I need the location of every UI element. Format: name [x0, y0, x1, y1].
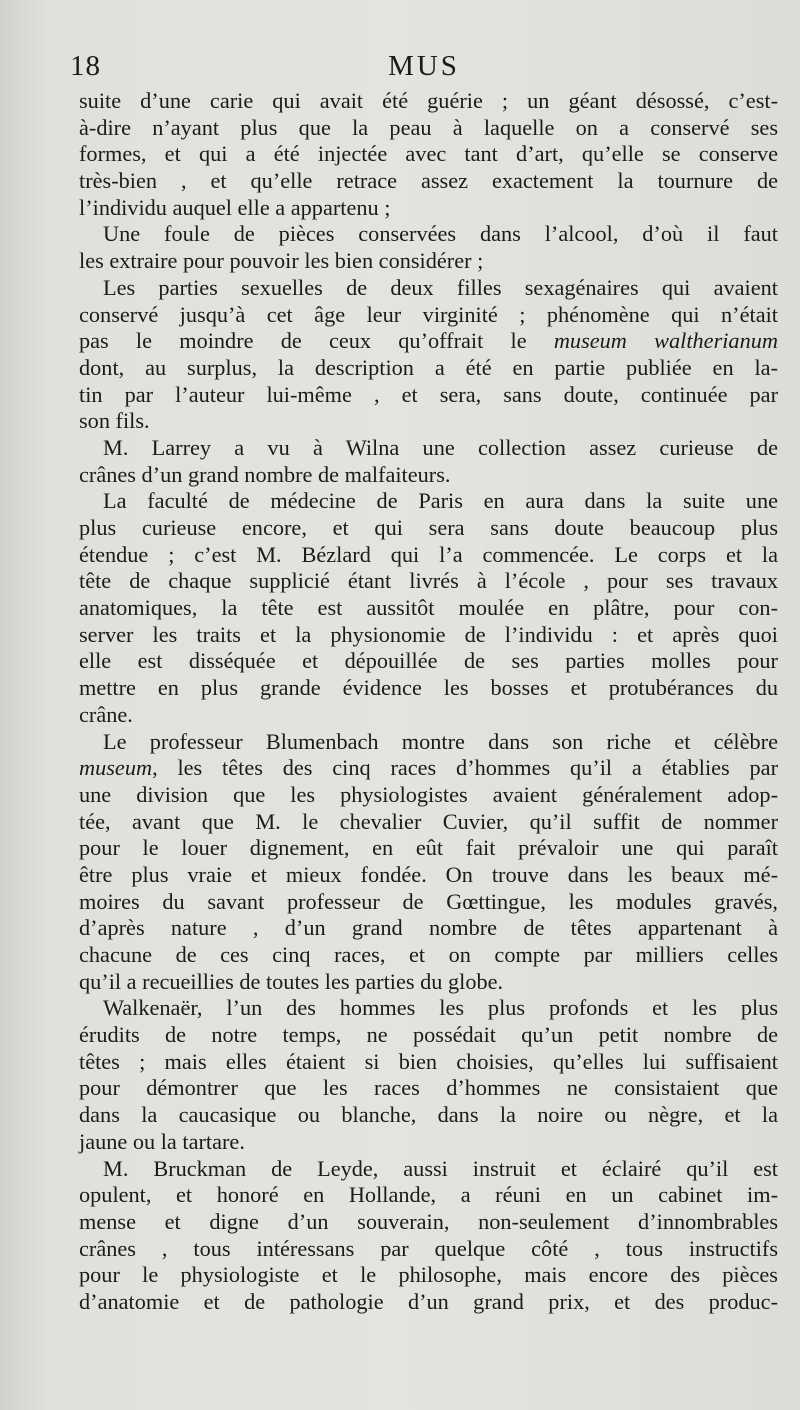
text-line: M. Larrey a vu à Wilna une collection assez curieuse de [103, 434, 778, 460]
text-line: conservé jusqu’à cet âge leur virginité ; phénomène qui n’était [79, 301, 778, 327]
text-line: plus curieuse encore, et qui sera sans doute beaucoup plus [79, 515, 778, 540]
text-line: crânes , tous intéressans par quelque côté , tous instructifs [79, 1235, 778, 1261]
text-line: pour le louer dignement, en eût fait prévaloir une qui paraît [79, 835, 778, 861]
text-line: très-bien , et qu’elle retrace assez exactement la tournure de [79, 168, 778, 194]
text-line: server les traits et la physionomie de l’individu : et après quoi [79, 621, 778, 647]
text-line: suite d’une carie qui avait été guérie ; un géant désossé, c’est- [79, 88, 778, 113]
text-line: étendue ; c’est M. Bézlard qui l’a commencée. Le corps et la [79, 541, 778, 567]
page-number: 18 [70, 50, 101, 82]
text-line: formes, et qui a été injectée avec tant d’art, qu’elle se conserve [79, 141, 778, 167]
text-line: tête de chaque supplicié étant livrés à l’école , pour ses travaux [79, 568, 778, 594]
text-line: qu’il a recueillies de toutes les parties du globe. [79, 968, 504, 994]
text-line: être plus vraie et mieux fondée. On trouve dans les beaux mé- [79, 861, 778, 887]
text-segment: pas le moindre de ceux qu’offrait le [79, 328, 554, 354]
body-text [79, 88, 778, 1316]
italic-term: museum waltherianum [553, 328, 778, 354]
text-line [79, 755, 778, 782]
text-line: dont, au surplus, la description a été en partie publiée en la- [79, 354, 778, 380]
text-line: érudits de notre temps, ne possédait qu’un petit nombre de [79, 1022, 778, 1048]
text-line: dans la caucasique ou blanche, dans la noire ou nègre, et la [79, 1102, 778, 1128]
text-line: Walkenaër, l’un des hommes les plus profonds et les plus [103, 995, 778, 1021]
text-line: opulent, et honoré en Hollande, a réuni en un cabinet im- [79, 1182, 778, 1208]
text-line: l’individu auquel elle a appartenu ; [79, 194, 391, 220]
text-line: elle est disséquée et dépouillée de ses parties molles pour [79, 648, 778, 674]
italic-term: museum [79, 755, 153, 781]
text-line: Le professeur Blumenbach montre dans son riche et célèbre [103, 728, 778, 754]
text-line: mettre en plus grande évidence les bosses et protubérances du [79, 675, 778, 701]
text-line: Les parties sexuelles de deux filles sexagénaires qui avaient [103, 274, 778, 300]
text-line [79, 328, 778, 355]
text-line: tée, avant que M. le chevalier Cuvier, qu’il suffit de nommer [79, 808, 778, 834]
text-line: crânes d’un grand nombre de malfaiteurs. [79, 461, 451, 487]
text-line: à-dire n’ayant plus que la peau à laquelle on a conservé ses [79, 114, 778, 140]
text-line: moires du savant professeur de Gœttingue, les modules gravés, [79, 888, 778, 914]
text-segment: , les têtes des cinq races d’hommes qu’il a établies par [152, 755, 778, 781]
text-line: pour démontrer que les races d’hommes ne consistaient que [79, 1075, 778, 1101]
text-line: pour le physiologiste et le philosophe, mais encore des pièces [79, 1262, 778, 1288]
text-line: mense et digne d’un souverain, non-seulement d’innombrables [79, 1208, 778, 1234]
text-line: les extraire pour pouvoir les bien considérer ; [79, 248, 484, 274]
text-line: M. Bruckman de Leyde, aussi instruit et éclairé qu’il est [103, 1155, 778, 1181]
text-line: d’après nature , d’un grand nombre de têtes appartenant à [79, 915, 778, 941]
text-line: d’anatomie et de pathologie d’un grand prix, et des produc- [79, 1288, 778, 1314]
text-line: crâne. [79, 701, 133, 727]
text-line: son fils. [79, 408, 150, 434]
text-line: Une foule de pièces conservées dans l’alcool, d’où il faut [103, 221, 778, 247]
text-line: chacune de ces cinq races, et on compte par milliers celles [79, 942, 778, 967]
text-line: tin par l’auteur lui-même , et sera, sans doute, continuée par [79, 381, 778, 407]
text-line: anatomiques, la tête est aussitôt moulée en plâtre, pour con- [79, 595, 778, 621]
text-line: jaune ou la tartare. [79, 1128, 245, 1154]
text-line: une division que les physiologistes avaient généralement adop- [79, 781, 778, 807]
text-line: La faculté de médecine de Paris en aura dans la suite une [103, 488, 778, 514]
running-head: MUS [388, 50, 460, 82]
text-line: têtes ; mais elles étaient si bien choisies, qu’elles lui suffisaient [79, 1048, 778, 1074]
